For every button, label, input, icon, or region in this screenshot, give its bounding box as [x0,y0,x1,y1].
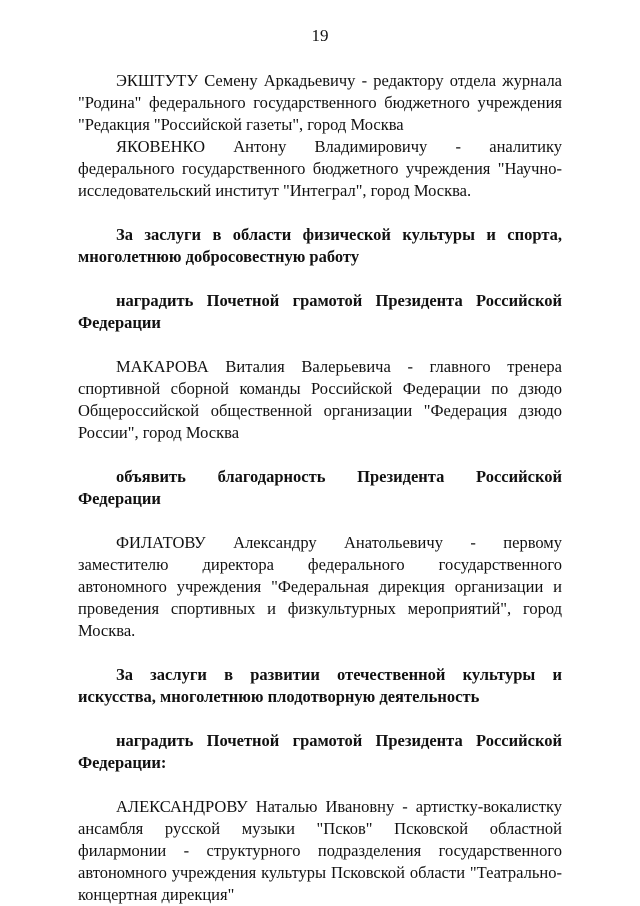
award-entry-makarov: МАКАРОВА Виталия Валерьевича - главного тренера спортивной сборной команды Российской Федерации по дзюдо Общероссийской общественной организации "Федерация дзюдо России", город Москва [78,357,562,442]
award-type-blagodarnost: объявить благодарность Президента Российской Федерации [78,467,562,508]
award-entry-yakovenko: ЯКОВЕНКО Антону Владимировичу - аналитику федерального государственного бюджетного учреждения "Научно-исследовательский институт "Интеграл", город Москва. [78,137,562,200]
award-entry-ekshtut: ЭКШТУТУ Семену Аркадьевичу - редактору отдела журнала "Родина" федерального государственного бюджетного учреждения "Редакция "Российской газеты", город Москва [78,71,562,134]
page-number: 19 [311,26,329,45]
award-type-gramota-sport: наградить Почетной грамотой Президента Российской Федерации [78,291,562,332]
section-heading-sport: За заслуги в области физической культуры и спорта, многолетнюю добросовестную работу [78,225,562,266]
section-heading-culture: За заслуги в развитии отечественной культуры и искусства, многолетнюю плодотворную деятельность [78,665,562,706]
document-body [78,70,562,906]
award-entry-filatov: ФИЛАТОВУ Александру Анатольевичу - первому заместителю директора федерального государственного автономного учреждения "Федеральная дирекция организации и проведения спортивных и физкультурных мероприятий", город Москва. [78,533,562,640]
award-type-gramota-culture: наградить Почетной грамотой Президента Российской Федерации: [78,731,562,772]
award-entry-aleksandrova: АЛЕКСАНДРОВУ Наталью Ивановну - артистку-вокалистку ансамбля русской музыки "Псков" Псковской областной филармонии - структурного подразделения государственного автономного учреждения культуры Псковской области "Театрально-концертная дирекция" [78,797,562,904]
